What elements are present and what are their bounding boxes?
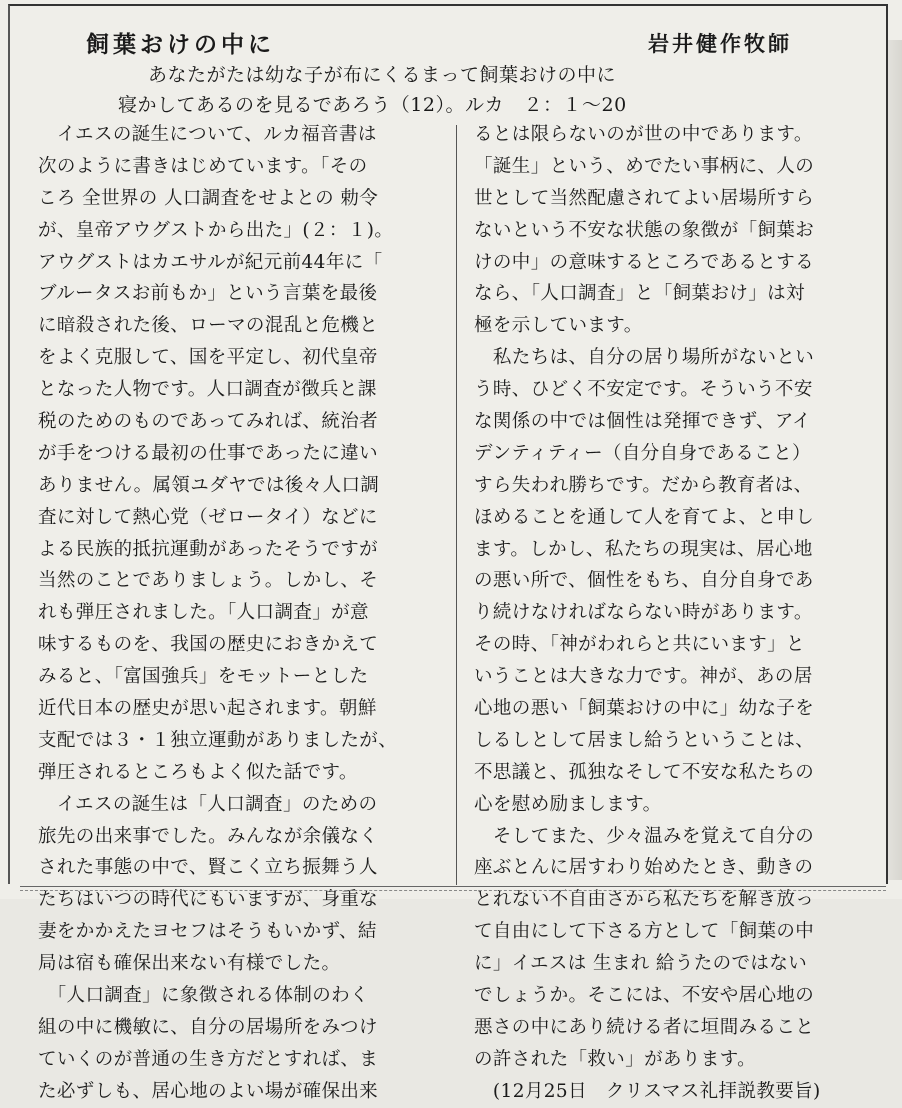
text-line: アウグストはカエサルが紀元前44年に「 (38, 251, 383, 273)
text-line: なら、「人口調査」と「飼葉おけ」は対 (474, 283, 805, 305)
text-line: 弾圧されるところもよく似た話です。 (38, 761, 358, 783)
left-column (38, 119, 438, 1108)
text-line: 旅先の出来事でした。みんなが余儀なく (38, 825, 379, 847)
text-line: 支配では３・１独立運動がありましたが、 (38, 729, 398, 751)
text-line: をよく克服して、国を平定し、初代皇帝 (38, 347, 378, 369)
text-line: 査に対して熱心党（ゼロータイ）などに (38, 506, 378, 528)
text-line: な関係の中では個性は発揮できず、アイ (474, 411, 812, 433)
text-line: の許された「救い」があります。 (474, 1048, 757, 1070)
text-line: 私たちは、自分の居り場所がないとい (474, 347, 815, 369)
text-line: れも弾圧されました。「人口調査」が意 (38, 602, 369, 624)
text-line: 座ぶとんに居すわり始めたとき、動きの (474, 857, 814, 879)
article-title: 飼葉おけの中に (86, 32, 275, 58)
text-line: が手をつける最初の仕事であったに違い (38, 442, 379, 464)
text-line: 局は宿も確保出来ない有様でした。 (38, 953, 341, 975)
text-line: が、皇帝アウグストから出た」(２：１)。 (38, 219, 394, 241)
text-line: よる民族的抵抗運動があったそうですが (38, 538, 379, 560)
text-line: 心地の悪い「飼葉おけの中に」幼な子を (474, 698, 815, 720)
text-line: イエスの誕生について、ルカ福音書は (38, 124, 377, 145)
text-line: ていくのが普通の生き方だとすれば、ま (38, 1048, 379, 1070)
text-line: 極を示しています。 (474, 315, 643, 337)
text-line: ブルータスお前もか」という言葉を最後 (38, 283, 378, 305)
text-line: ころ 全世界の 人口調査をせよとの 勅令 (38, 187, 379, 209)
text-line: 近代日本の歴史が思い起されます。朝鮮 (38, 698, 377, 720)
text-line: ます。しかし、私たちの現実は、居心地 (474, 538, 813, 560)
text-line: 世として当然配慮されてよい居場所すら (474, 187, 815, 209)
text-line: 税のためのものであってみれば、統治者 (38, 411, 379, 433)
text-line: しるしとして居まし給うということは、 (474, 729, 815, 751)
text-line: 悪さの中にあり続ける者に垣間みること (474, 1016, 815, 1038)
text-line: でしょうか。そこには、不安や居心地の (474, 985, 815, 1007)
text-line: (12月25日 クリスマス礼拝説教要旨) (474, 1080, 821, 1102)
text-line: みると、「富国強兵」をモットーとした (38, 666, 369, 688)
text-line: デンティティー（自分自身であること） (474, 442, 811, 464)
text-line: その時、「神がわれらと共にいます」と (474, 634, 805, 656)
text-line: に暗殺された後、ローマの混乱と危機と (38, 315, 379, 337)
article-author: 岩井健作牧師 (648, 32, 792, 56)
text-line: ないという不安な状態の象徴が「飼葉お (474, 219, 815, 241)
text-line: 当然のことでありましょう。しかし、そ (38, 570, 379, 592)
text-line: て自由にして下さる方として「飼葉の中 (474, 921, 815, 943)
text-line: された事態の中で、賢こく立ち振舞う人 (38, 857, 378, 879)
text-line: たちはいつの時代にもいますが、身重な (38, 889, 379, 911)
right-column (474, 119, 884, 1108)
text-line: ほめることを通して人を育てよ、と申し (474, 506, 815, 528)
adjacent-page-edge (888, 40, 902, 880)
text-line: に」イエスは 生まれ 給うたのではない (474, 953, 808, 975)
text-line: 「誕生」という、めでたい事柄に、人の (474, 155, 815, 177)
text-line: となった人物です。人口調査が徴兵と課 (38, 379, 377, 401)
text-line: 「人口調査」に象徴される体制のわく (38, 985, 369, 1007)
text-line: 味するものを、我国の歴史におきかえて (38, 634, 379, 656)
bottom-rule (20, 886, 886, 887)
column-divider (456, 125, 457, 885)
text-line: 組の中に機敏に、自分の居場所をみつけ (38, 1016, 378, 1038)
text-line: 次のように書きはじめています。「その (38, 155, 368, 177)
text-line: イエスの誕生は「人口調査」のための (38, 793, 378, 815)
text-line: いうことは大きな力です。神が、あの居 (474, 666, 813, 688)
text-line: り続けなければならない時があります。 (474, 602, 813, 624)
bottom-rule-dashed (20, 890, 886, 891)
text-line: けの中」の意味するところであるとする (474, 251, 815, 273)
text-line: るとは限らないのが世の中であります。 (474, 124, 813, 145)
text-line: すら失われ勝ちです。だから教育者は、 (474, 474, 813, 496)
text-line: 不思議と、孤独なそして不安な私たちの (474, 761, 815, 783)
text-line: た必ずしも、居心地のよい場が確保出来 (38, 1080, 379, 1102)
text-line: そしてまた、少々温みを覚えて自分の (474, 825, 815, 847)
text-line: う時、ひどく不安定です。そういう不安 (474, 379, 813, 401)
scripture-verse-line-1: あなたがたは幼な子が布にくるまって飼葉おけの中に (148, 64, 617, 86)
text-line: とれない不自由さから私たちを解き放っ (474, 889, 815, 911)
text-line: ありません。属領ユダヤでは後々人口調 (38, 474, 380, 496)
text-line: 妻をかかえたヨセフはそうもいかず、結 (38, 921, 377, 943)
text-line: 心を慰め励まします。 (474, 793, 662, 815)
scripture-verse-line-2: 寝かしてあるのを見るであろう（12）。ルカ ２：１〜20 (118, 94, 627, 116)
text-line: の悪い所で、個性をもち、自分自身であ (474, 570, 814, 592)
